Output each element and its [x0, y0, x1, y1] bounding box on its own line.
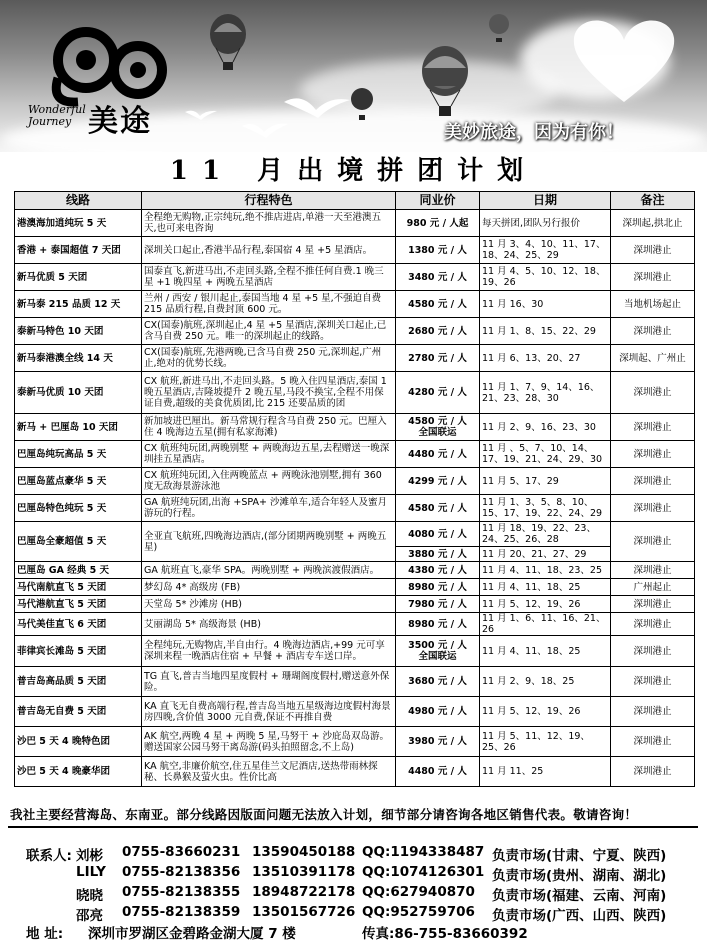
- price-cell: 4080 元 / 人: [396, 522, 480, 547]
- route-cell: 普吉岛高品质 5 天团: [15, 667, 142, 697]
- table-row: [15, 522, 695, 547]
- contact-tel: 0755-82138355: [122, 884, 241, 900]
- dates-cell: 11 月 18、19、22、23、24、25、26、28: [480, 522, 611, 547]
- route-cell: 巴厘岛全豪超值 5 天: [15, 522, 142, 562]
- dates-cell: 11 月 11、25: [480, 757, 611, 787]
- dates-cell: 11 月 5、12、19、26: [480, 596, 611, 613]
- remark-cell: 当地机场起止: [611, 291, 695, 318]
- price-cell: [396, 636, 480, 667]
- table-row: [15, 579, 695, 596]
- dates-cell: 每天拼团,团队另行报价: [480, 210, 611, 237]
- fax-number: 传真:86-755-83660392: [362, 926, 528, 942]
- features-cell: 新加坡进巴厘出。新马常规行程含马自费 250 元。巴厘入住 4 晚海边五星(拥有私家海滩): [142, 414, 396, 441]
- price-note: 全国联运: [418, 651, 457, 662]
- price-cell: 4980 元 / 人: [396, 697, 480, 727]
- features-cell: 全亚直飞航班,四晚海边酒店,(部分团期两晚别墅 + 两晚五星): [142, 522, 396, 562]
- price-note: 全国联运: [418, 427, 457, 438]
- remark-cell: 深圳起、广州止: [611, 345, 695, 372]
- seagull-icon: [282, 92, 352, 132]
- dates-cell: 11 月 2、9、18、25: [480, 667, 611, 697]
- features-cell: CX(国泰)航班,先港两晚,已含马自费 250 元,深圳起,广州止,绝对的优势长线。: [142, 345, 396, 372]
- contact-tel: 0755-82138356: [122, 864, 241, 880]
- route-cell: 马代港航直飞 5 天团: [15, 596, 142, 613]
- table-row: [15, 727, 695, 757]
- features-cell: KA 航空,非廉价航空,住五星佳兰文尼酒店,送热带雨林探秘、长鼻猴及萤火虫。性价比高: [142, 757, 396, 787]
- table-row: [15, 697, 695, 727]
- contact-market: 负责市场(广西、山西、陕西): [492, 908, 667, 924]
- price-cell: 3480 元 / 人: [396, 264, 480, 291]
- features-cell: GA 航班直飞,豪华 SPA。两晚别墅 + 两晚滨渡假酒店。: [142, 562, 396, 579]
- dates-cell: 11 月 1、7、9、14、16、21、23、28、30: [480, 372, 611, 414]
- table-row: [15, 345, 695, 372]
- features-cell: CX 航班纯玩团,两晚别墅 + 两晚海边五星,去程赠送一晚深圳挂五星酒店。: [142, 441, 396, 468]
- features-cell: CX 航班纯玩团,入住两晚蓝点 + 两晚泳池别墅,拥有 360 度无敌海景游泳池: [142, 468, 396, 495]
- price-cell: 3680 元 / 人: [396, 667, 480, 697]
- route-cell: 沙巴 5 天 4 晚特色团: [15, 727, 142, 757]
- contact-qq: QQ:952759706: [362, 904, 475, 920]
- contact-mobile: 18948722178: [252, 884, 356, 900]
- dates-cell: 11 月 5、12、19、26: [480, 697, 611, 727]
- dates-cell: 11 月 4、11、18、25: [480, 579, 611, 596]
- features-cell: 全程纯玩,无购物店,半自由行。4 晚海边酒店,+99 元可享深圳来程一晚酒店住宿 + 早餐 + 酒店专车送口岸。: [142, 636, 396, 667]
- hot-air-balloon-icon: [420, 46, 470, 120]
- route-cell: 巴厘岛蓝点豪华 5 天: [15, 468, 142, 495]
- remark-cell: 深圳港止: [611, 757, 695, 787]
- features-cell: TG 直飞,普吉当地四星度假村 + 珊瑚阁度假村,赠送意外保险。: [142, 667, 396, 697]
- remark-cell: 深圳港止: [611, 441, 695, 468]
- table-row: [15, 237, 695, 264]
- dates-cell: 11 月 2、9、16、23、30: [480, 414, 611, 441]
- route-cell: 新马泰 215 品质 12 天: [15, 291, 142, 318]
- brand-chinese-name: 美途: [88, 104, 152, 139]
- table-row: [15, 291, 695, 318]
- contact-mobile: 13590450188: [252, 844, 356, 860]
- route-cell: 菲律宾长滩岛 5 天团: [15, 636, 142, 667]
- divider: [8, 826, 698, 828]
- remark-cell: 深圳港止: [611, 264, 695, 291]
- remark-cell: 深圳港止: [611, 667, 695, 697]
- price-cell: 8980 元 / 人: [396, 613, 480, 636]
- price-cell: 4380 元 / 人: [396, 562, 480, 579]
- price-cell: 4580 元 / 人: [396, 495, 480, 522]
- dates-cell: 11 月 1、3、5、8、10、15、17、19、22、24、29: [480, 495, 611, 522]
- route-cell: 巴厘岛纯玩高品 5 天: [15, 441, 142, 468]
- page-title: 11 月出境拼团计划: [169, 156, 538, 186]
- remark-cell: 深圳港止: [611, 596, 695, 613]
- table-row: [15, 562, 695, 579]
- dates-cell: 11 月 16、30: [480, 291, 611, 318]
- dates-cell: 11 月 6、13、20、27: [480, 345, 611, 372]
- features-cell: 艾丽湖岛 5* 高级海景 (HB): [142, 613, 396, 636]
- table-row: [15, 372, 695, 414]
- price-value: 4580 元 / 人: [408, 416, 467, 427]
- route-cell: 沙巴 5 天 4 晚豪华团: [15, 757, 142, 787]
- route-cell: 马代南航直飞 5 天团: [15, 579, 142, 596]
- features-cell: 全程绝无购物,正宗纯玩,绝不推店进店,单港一天至港澳五天,也可来电咨询: [142, 210, 396, 237]
- features-cell: 天堂岛 5* 沙滩房 (HB): [142, 596, 396, 613]
- dates-cell: 11 月 1、6、11、16、21、26: [480, 613, 611, 636]
- price-cell: 2780 元 / 人: [396, 345, 480, 372]
- route-cell: 新马 + 巴厘岛 10 天团: [15, 414, 142, 441]
- column-header-dates: 日期: [480, 192, 611, 210]
- features-cell: CX(国泰)航班,深圳起止,4 星 +5 星酒店,深圳关口起止,已含马自费 250 元。唯一的深圳起止的线路。: [142, 318, 396, 345]
- contact-qq: QQ:627940870: [362, 884, 475, 900]
- hot-air-balloon-icon: [488, 14, 510, 44]
- seagull-icon: [240, 120, 290, 150]
- table-row: [15, 495, 695, 522]
- contact-market: 负责市场(福建、云南、河南): [492, 888, 667, 904]
- column-header-route: 线路: [15, 192, 142, 210]
- contact-name: LILY: [76, 864, 106, 880]
- route-cell: 巴厘岛 GA 经典 5 天: [15, 562, 142, 579]
- price-cell: 8980 元 / 人: [396, 579, 480, 596]
- contact-mobile: 13501567726: [252, 904, 356, 920]
- price-cell: 7980 元 / 人: [396, 596, 480, 613]
- business-note: 我社主要经营海岛、东南亚。部分线路因版面问题无法放入计划，细节部分请咨询各地区销售代表。敬请咨询！: [10, 807, 638, 822]
- table-row: [15, 468, 695, 495]
- remark-cell: 深圳港止: [611, 697, 695, 727]
- header-banner: [0, 0, 707, 152]
- remark-cell: 广州起止: [611, 579, 695, 596]
- column-header-price: 同业价: [396, 192, 480, 210]
- address-label: 地 址:: [26, 926, 64, 942]
- remark-cell: 深圳港止: [611, 318, 695, 345]
- dates-cell: 11 月 1、8、15、22、29: [480, 318, 611, 345]
- remark-cell: 深圳港止: [611, 562, 695, 579]
- dates-cell: 11 月 5、17、29: [480, 468, 611, 495]
- price-value: 3500 元 / 人: [408, 640, 467, 651]
- features-cell: 梦幻岛 4* 高级房 (FB): [142, 579, 396, 596]
- remark-cell: 深圳港止: [611, 613, 695, 636]
- features-cell: 兰州 / 西安 / 银川起止,泰国当地 4 星 +5 星,不强迫自费 215 品质行程,自费封顶 600 元。: [142, 291, 396, 318]
- address-value: 深圳市罗湖区金碧路金湖大厦 7 楼: [88, 926, 296, 942]
- route-cell: 新马优质 5 天团: [15, 264, 142, 291]
- price-cell: 3980 元 / 人: [396, 727, 480, 757]
- route-cell: 泰新马优质 10 天团: [15, 372, 142, 414]
- features-cell: GA 航班纯玩团,出海 +SPA+ 沙滩单车,适合年轻人及蜜月游玩的行程。: [142, 495, 396, 522]
- table-header-row: [15, 192, 695, 210]
- route-cell: 泰新马特色 10 天团: [15, 318, 142, 345]
- contact-name: 刘彬: [76, 848, 103, 864]
- route-cell: 马代美佳直飞 6 天团: [15, 613, 142, 636]
- table-row: [15, 414, 695, 441]
- table-row: [15, 613, 695, 636]
- price-cell: 3880 元 / 人: [396, 547, 480, 562]
- dates-cell: 11 月 5、11、12、19、25、26: [480, 727, 611, 757]
- features-cell: 国泰直飞,新进马出,不走回头路,全程不推任何自费.1 晚三星 +1 晚四星 + 两晚五星酒店: [142, 264, 396, 291]
- table-row: [15, 667, 695, 697]
- remark-cell: 深圳港止: [611, 636, 695, 667]
- dates-cell: 11 月 3、4、10、11、17、18、24、25、29: [480, 237, 611, 264]
- remark-cell: 深圳港止: [611, 372, 695, 414]
- route-cell: 新马泰港澳全线 14 天: [15, 345, 142, 372]
- table-row: [15, 636, 695, 667]
- contact-qq: QQ:1194338487: [362, 844, 485, 860]
- contact-market: 负责市场(甘肃、宁夏、陕西): [492, 848, 667, 864]
- contact-market: 负责市场(贵州、湖南、湖北): [492, 868, 667, 884]
- table-row: [15, 210, 695, 237]
- dates-cell: 11 月 、5、7、10、14、17、19、21、24、29、30: [480, 441, 611, 468]
- route-cell: 香港 + 泰国超值 7 天团: [15, 237, 142, 264]
- remark-cell: 深圳港止: [611, 237, 695, 264]
- price-cell: 2680 元 / 人: [396, 318, 480, 345]
- route-cell: 港澳海加逍纯玩 5 天: [15, 210, 142, 237]
- table-row: [15, 441, 695, 468]
- price-cell: 4299 元 / 人: [396, 468, 480, 495]
- hot-air-balloon-icon: [350, 88, 374, 122]
- remark-cell: 深圳港止: [611, 522, 695, 562]
- contact-mobile: 13510391178: [252, 864, 356, 880]
- tour-plan-table: [14, 191, 695, 787]
- heart-cloud-icon: [568, 14, 680, 106]
- contact-name: 晓晓: [76, 888, 103, 904]
- contact-tel: 0755-83660231: [122, 844, 241, 860]
- price-cell: 1380 元 / 人: [396, 237, 480, 264]
- table-row: [15, 318, 695, 345]
- remark-cell: 深圳港止: [611, 495, 695, 522]
- price-cell: 980 元 / 人起: [396, 210, 480, 237]
- brand-english-name: Wonderful Journey: [28, 103, 86, 128]
- column-header-features: 行程特色: [142, 192, 396, 210]
- route-cell: 巴厘岛特色纯玩 5 天: [15, 495, 142, 522]
- remark-cell: 深圳港止: [611, 414, 695, 441]
- slogan: 美妙旅途，因为有你！: [444, 122, 624, 143]
- dates-cell: 11 月 20、21、27、29: [480, 547, 611, 562]
- features-cell: 深圳关口起止,香港半品行程,泰国宿 4 星 +5 星酒店。: [142, 237, 396, 264]
- dates-cell: 11 月 4、11、18、23、25: [480, 562, 611, 579]
- route-cell: 普吉岛无自费 5 天团: [15, 697, 142, 727]
- contact-tel: 0755-82138359: [122, 904, 241, 920]
- seagull-icon: [184, 108, 218, 128]
- remark-cell: 深圳港止: [611, 727, 695, 757]
- remark-cell: 深圳起,拱北止: [611, 210, 695, 237]
- dates-cell: 11 月 4、5、10、12、18、19、26: [480, 264, 611, 291]
- remark-cell: 深圳港止: [611, 468, 695, 495]
- features-cell: KA 直飞无自费高端行程,普吉岛当地五星级海边度假村海景房四晚,含价值 3000 元自费,保证不再推自费: [142, 697, 396, 727]
- table-row: [15, 757, 695, 787]
- table-row: [15, 264, 695, 291]
- hot-air-balloon-icon: [208, 14, 248, 74]
- price-cell: 4480 元 / 人: [396, 757, 480, 787]
- price-cell: 4580 元 / 人: [396, 291, 480, 318]
- contact-name: 邵亮: [76, 908, 103, 924]
- contact-label: 联系人:: [26, 848, 72, 864]
- price-cell: 4480 元 / 人: [396, 441, 480, 468]
- price-cell: [396, 414, 480, 441]
- features-cell: CX 航班,新进马出,不走回头路。5 晚入住四星酒店,泰国 1 晚五星酒店,吉隆坡提升 2 晚五星,马段不换宝,全程不用保证自费,超级的美食优质团,比 215 还要品质的团: [142, 372, 396, 414]
- column-header-remark: 备注: [611, 192, 695, 210]
- price-cell: 4280 元 / 人: [396, 372, 480, 414]
- features-cell: AK 航空,两晚 4 星 + 两晚 5 星,马努干 + 沙庇岛双岛游。赠送国家公园马努干离岛游(码头拍照留念,不上岛): [142, 727, 396, 757]
- table-row: [15, 596, 695, 613]
- contact-qq: QQ:1074126301: [362, 864, 485, 880]
- dates-cell: 11 月 4、11、18、25: [480, 636, 611, 667]
